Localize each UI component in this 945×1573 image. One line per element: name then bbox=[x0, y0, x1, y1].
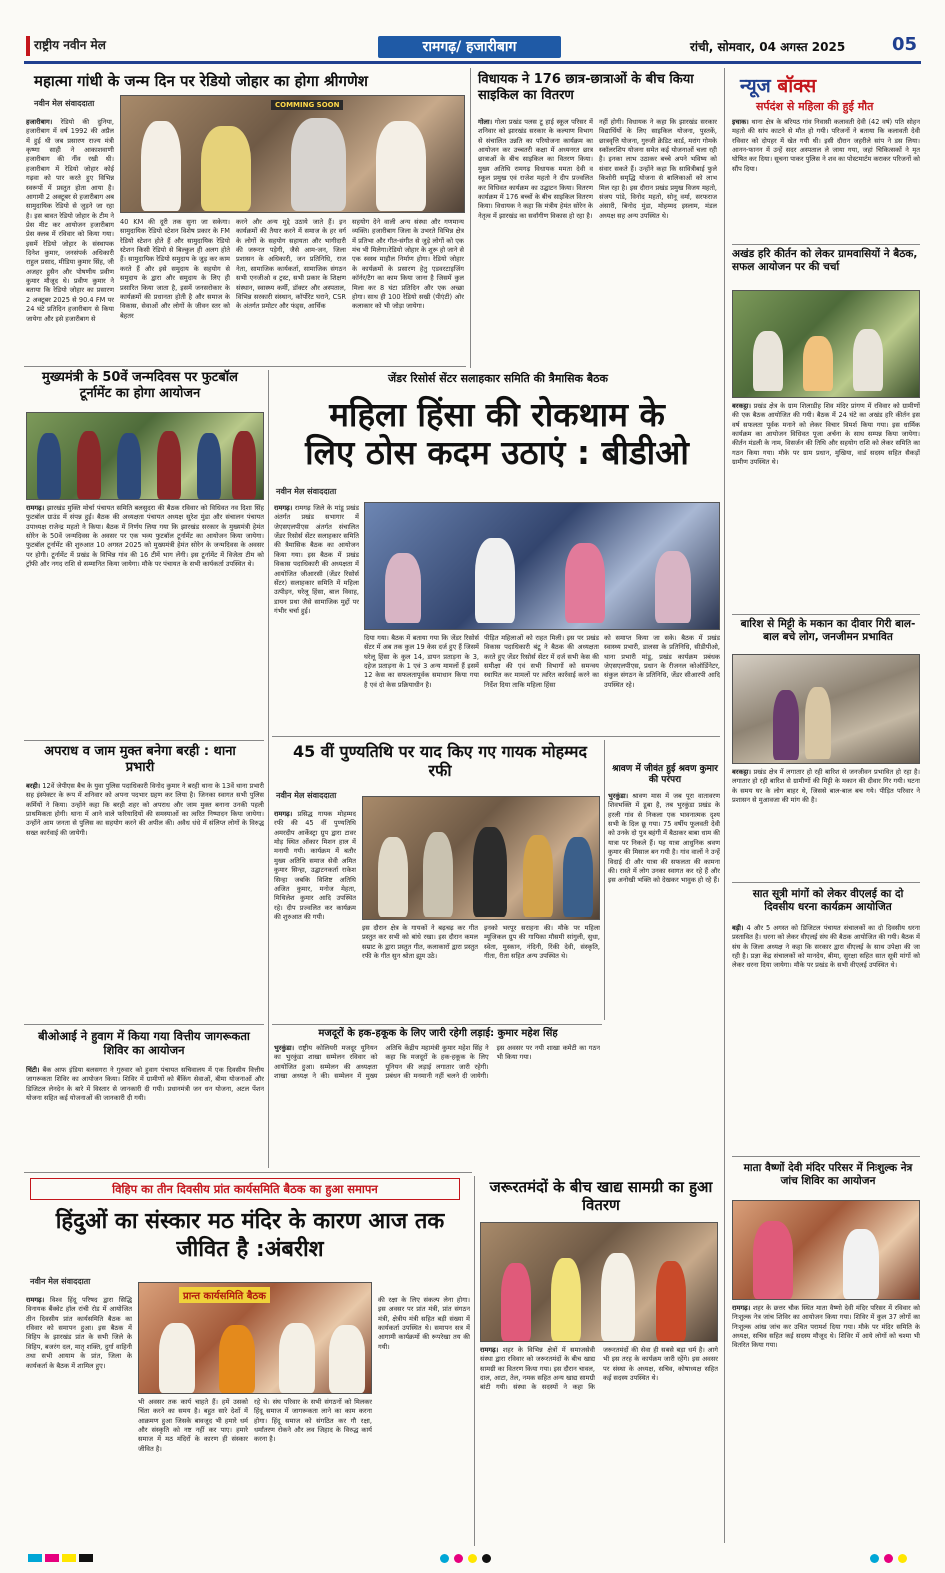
story6-body-b: इस दौरान क्षेत्र के गायकों ने बढ़चढ़ कर गीत प्रस्तुत कर सभी को बांधे रखा। इस दौरान कमल सम्राट के द्वारा प्रस्तुत गीत, कलाकारों द्वारा प्रस्तुत रफी के गीत सुन श्रोता झूम उठे। bbox=[362, 924, 478, 961]
story3-headline: मुख्यमंत्री के 50वें जन्मदिवस पर फुटबॉल टूर्नामेंट का होगा आयोजन bbox=[42, 370, 238, 401]
banner-label: प्रान्त कार्यसमिति बैठक bbox=[179, 1287, 270, 1303]
news3-headline: बारिश से मिट्टी के मकान का दीवार गिरी बाल-बाल बचे लोग, जनजीमन प्रभावित bbox=[740, 618, 916, 643]
story4-headline: अपराध व जाम मुक्त बनेगा बरही : थाना प्रभारी bbox=[44, 744, 236, 775]
story1-body-b: 40 KM की दूरी तक सुना जा सकेगा। सामुदायिक रेडियो स्टेशन विशेष प्रकार के FM रेडियो स्टेशन होते हैं और सामुदायिक रेडियो स्टेशन किसी रेडियो से बिल्कुल ही अलग होते हैं। सामुदायिक रेडियो समुदाय के जुड़ कर काम करते हैं और इसे समुदाय के सहयोग से समुदाय के द्वारा और समुदाय के लिए ही प्रसारित किया जाता है, इसमें जनसरोकार के कार्यक्रमों की प्रधानता होती है और समाज के विकास, सेवाओं और लोगों के जीवन स्तर को बेहतर bbox=[120, 218, 230, 320]
story6-byline: नवीन मेल संवाददाता bbox=[276, 791, 337, 800]
news3-body: बरकट्ठा। प्रखंड क्षेत्र में लगातार हो रही बारिश से जनजीवन प्रभावित हो रहा है। लगातार हो रही बारिश से ग्रामीणों की मिट्टी के मकान की दीवार गिर गयी। घटना के समय घर के लोग बाहर थे, जिससे बाल-बाल बच गये। पीड़ित परिवार ने प्रशासन से मुआवजा की मांग की है। bbox=[732, 768, 920, 805]
news2-headline: अखंड हरि कीर्तन को लेकर ग्रामवासियों ने बैठक, सफल आयोजन पर की चर्चा bbox=[732, 248, 918, 273]
news3-photo bbox=[732, 654, 920, 764]
lead-byline: नवीन मेल संवाददाता bbox=[276, 487, 337, 496]
dateline: रांची, सोमवार, 04 अगस्त 2025 bbox=[690, 40, 846, 54]
masthead-marker bbox=[26, 36, 30, 56]
lead-body-a: रामगढ़। रामगढ़ जिले के मांडू प्रखंड अंतर्गत प्रखंड सभागार में जेएसएलपीएस अंतर्गत संचालित जेंडर रिसोर्स सेंटर सलाहकार समिति की त्रैमासिक बैठक का आयोजन किया गया। इस बैठक में प्रखंड विकास पदाधिकारी की अध्यक्षता में आयोजित जीआरसी (जेंडर रिसोर्स सेंटर) सलाहकार समिति में महिला उत्पीड़न, घरेलू हिंसा, बाल विवाह, डायन प्रथा जैसे सामाजिक मुद्दों पर गंभीर चर्चा हुई। bbox=[274, 504, 359, 615]
story1-body-a: हजारीबाग। रेडियो की दुनिया, हजारीबाग में वर्ष 1992 की अप्रैल में हुई थी जब प्रसारण राज्य मंत्री कृष्णा साही ने आकाशवाणी हजारीबाग की नींव रखी थी।हजारीबाग में रेडियो जोहार कोई गढ़वा को पार करते हुए विभिन्न स्वरूपों में प्रस्तुत होता आया है। आगामी 2 अक्टूबर से हजारीबाग अब सामुदायिक रेडियो से जुड़ने जा रहा है। इस बावत रेडियो जोहार के टीम ने प्रेस मीट कर आयोजन हजारीबाग प्रेस क्लब में रविवार को किया गया। इसमें रेडियो जोहार के संस्थापक दिनेश कुमार, जनसंपर्क अधिकारी राहुल प्रसाद, मीडिया कुमार सिंह, जी अजहर हुसैन और पोषणीय प्रवीण कुमार मौजूद थे। प्रवीण कुमार ने बताया कि रेडियो जोहार का प्रसारण 2 अक्टूबर 2025 से 90.4 FM पर 24 घंटे प्रतिदिन हजारीबाग से किया जायेगा और इसे हजारीबाग से bbox=[26, 118, 114, 323]
news2-body: बरकट्ठा। प्रखंड क्षेत्र के ग्राम शिलाडीह शिव मंदिर प्रांगण में रविवार को ग्रामीणों की एक बैठक आयोजित की गयी। बैठक में 24 घंटे का अखंड हरि कीर्तन इस वर्ष सफलता पूर्वक मनाने को लेकर विचार विमर्श किया गया। इस धार्मिक कार्यक्रम का आयोजन विधिवत पूजा अर्चना के साथ सम्पन्न किया जायेगा। कीर्तन मंडली के नाम, विसर्जन की तिथि और सहयोग राशि को लेकर समिति का गठन किया गया। मौके पर ग्राम प्रधान, मुखिया, वार्ड सदस्य सहित सैकड़ों ग्रामीण उपस्थित थे। bbox=[732, 402, 920, 467]
lead-body-d: को समाप्त किया जा सके। बैठक में प्रखंड स्वास्थ्य प्रभारी, डालसा के प्रतिनिधि, सीडीपीओ, थाना प्रभारी मांडू, प्रखंड कार्यक्रम प्रबंधक जेएसएलपीएस, प्रधान के रीजनल कोऑर्डिनेटर, संकुल संगठन के प्रतिनिधि, जेंडर सीआरपी आदि उपस्थित रहे। bbox=[604, 634, 720, 689]
story6-headline: 45 वीं पुण्यतिथि पर याद किए गए गायक मोहम्मद रफी bbox=[293, 742, 587, 781]
story8-headline: मजदूरों के हक-हकूक के लिए जारी रहेगी लड़ाई: कुमार महेश सिंह bbox=[318, 1028, 558, 1039]
news2-photo bbox=[732, 290, 920, 398]
registration-dots bbox=[440, 1554, 491, 1563]
lead-photo bbox=[364, 502, 720, 630]
column-rule-left bbox=[268, 370, 269, 1168]
lead-headline: महिला हिंसा की रोकथाम के लिए ठोस कदम उठाएं : बीडीओ bbox=[305, 395, 689, 472]
column-rule bbox=[470, 68, 471, 368]
header-rule bbox=[24, 61, 921, 64]
registration-dots-right bbox=[870, 1554, 907, 1563]
story6-photo bbox=[362, 796, 600, 920]
story5-body: चिंटी। बैंक आफ इंडिया बलसगरा ने गुरुवार को हुवाग पंचायत सचिवालय में एक दिवसीय वित्तीय जागरूकता शिविर का आयोजन किया। शिविर में ग्रामीणों को बैंकिंग सेवाओं, बीमा योजनाओं और डिजिटल लेनदेन के बारे में विस्तार से जानकारी दी गयी। प्रधानमंत्री जन धन योजना, अटल पेंशन योजना सहित कई योजनाओं की जानकारी दी गयी। bbox=[26, 1066, 264, 1103]
paper-name: राष्ट्रीय नवीन मेल bbox=[34, 38, 106, 52]
news4-body: बड़ी। 4 और 5 अगस्त को डिजिटल पंचायत संचालकों का दो दिवसीय धरना प्रस्तावित है। धरना को लेकर वीएलई संघ की बैठक आयोजित की गयी। बैठक में संघ के जिला अध्यक्ष ने कहा कि सरकार द्वारा वीएलई के साथ उपेक्षा की जा रही है। प्रज्ञा केंद्र संचालकों को मानदेय, बीमा, सुरक्षा सहित सात सूत्री मांगों को लेकर धरना दिया जायेगा। मौके पर प्रखंड के सभी वीएलई उपस्थित थे। bbox=[732, 924, 920, 970]
story7-headline: श्रावण में जीवंत हुई श्रवण कुमार की परंपरा bbox=[612, 764, 718, 785]
news5-body: रामगढ़। शहर के छत्तर चौक स्थित माता वैष्णो देवी मंदिर परिसर में रविवार को निःशुल्क नेत्र जांच शिविर का आयोजन किया गया। शिविर में कुल 37 लोगों का निःशुल्क आंख जांच कर उचित परामर्श दिया गया। मौके पर मंदिर समिति के अध्यक्ष, सचिव सहित कई सदस्य मौजूद थे। शिविर में आये लोगों को चश्मा भी वितरित किया गया। bbox=[732, 1304, 920, 1350]
news1-headline: सर्पदंश से महिला की हुई मौत bbox=[756, 100, 874, 113]
story1-body-d: सहयोग देने वाली अन्य संस्था और गणमान्य व्यक्ति। हजारीबाग जिला के उभरते विभिन्न क्षेत्र में प्रतिभा और गीत-संगीत से जुड़े लोगों को एक मंच भी मिलेगा।रेडियो जोहार के शुरू हो जाने से एक स्वस्थ माहौल निर्माण होगा। रेडियो जोहार के कार्यक्रमों के प्रसारण हेतु एडवरटाइजिंग कॉर्नर/टैग का काम किया जाना है जिसमें कुल मिला कर 8 घंटा प्रतिदिन और एक अच्छा होगा। साथ ही 100 रेडियो सखी (पीएंटी) ओर कलाकार को भी जोड़ा जायेगा। bbox=[352, 218, 464, 311]
story2-body-a: गोला। गोला प्रखंड पलस टू हाई स्कूल परिसर में शनिवार को झारखंड सरकार के कल्याण विभाग से संचालित उन्नति का परियोजना कार्यक्रम का आयोजन कर उच्चतरी कक्षा में अध्यनरत छात्र छात्राओं के बीच साइकिल का वितरण किया। मुख्य अतिथि रामगढ़ विधायक ममता देवी व स्कूल प्रमुख एवं राजेश महतो ने दीप प्रज्वलित कर विधिवत कार्यक्रम का उद्घाटन किया। वितरण कार्यक्रम में 176 बच्चों के बीच साइकिल वितरण किया। विधायक ने कहा कि मंत्रीय हेमंत सोरेन के नेतृत्व में झारखंड का सर्वांगीण विकास हो रहा है। bbox=[478, 118, 593, 220]
story5-headline: बीओआई ने हुवाग में किया गया वित्तीय जागरूकता शिविर का आयोजन bbox=[38, 1029, 250, 1057]
story9-body-b: भी अवसर तक कार्य चाहते हैं। हमें उसको चिंता करने का समय है। बहुत सारे देशों में आक्रमण हुआ जिसके बावजूद भी हमारे धर्म और संस्कृति को नष्ट नहीं कर पाए। हमारे समाज में मठ मंदिरों के कारण ही संस्कार जीवित है। bbox=[138, 1398, 248, 1453]
story9-body-a: रामगढ़। विश्व हिंदू परिषद द्वारा सिद्धि विनायक बैंक्वेट हॉल रांची रोड में आयोजित तीन दिवसीय प्रांत कार्यसमिति बैठक का रविवार को समापन हुआ। इस बैठक में विहिप के झारखंड प्रांत के सभी जिले के विहिप, बजरंग दल, मातृ शक्ति, दुर्गा वाहिनी तथा सभी आयाम के प्रांत, जिला के कार्यकर्ता के बैठक में शामिल हुए। bbox=[26, 1296, 132, 1370]
column-rule-right bbox=[724, 68, 725, 1543]
story6-body-c: इनको भरपूर सराहना की। मौके पर महिला म्यूजिकल ग्रुप की गायिका मौसमी सांगुली, सुधा, स्वेता, मुस्कान, नंदिनी, रिंकी देवी, संस्कृति, गीता, रीता सहित अन्य उपस्थित थे। bbox=[484, 924, 600, 961]
color-bars bbox=[28, 1554, 93, 1562]
story9-byline: नवीन मेल संवाददाता bbox=[30, 1277, 91, 1286]
story3-photo bbox=[26, 412, 264, 500]
news1-body: इचाक। थाना क्षेत्र के बरियठ गांव निवासी कलावती देवी (42 वर्ष) पति सोहन महतो की सांप काटने से मौत हो गयी। परिजनों ने बताया कि कलावती देवी रविवार को दोपहर में खेत गयी थी। इसी दौरान जहरीले सांप ने डस लिया। आनन-फानन में उन्हें सदर अस्पताल ले जाया गया, जहां चिकित्सकों ने मृत घोषित कर दिया। सूचना पाकर पुलिस ने शव का पोस्टमार्टम कराकर परिजनों को सौंप दिया। bbox=[732, 118, 920, 173]
lead-body-b: दिया गया। बैठक में बताया गया कि जेंडर रिसोर्स सेंटर में अब तक कुल 19 केस दर्ज हुए हैं जिसमें घरेलू हिंसा के कुल 14, डायन प्रताड़ना के 3, दहेज प्रताड़ना के 1 एवं 3 अन्य मामलों हैं इसमें 12 केस का सफलतापूर्वक समाधान किया गया है एवं दो केस प्रक्रियाधीन है। bbox=[364, 634, 479, 689]
story9-body-d: की रक्षा के लिए संकल्प लेना होगा। इस अवसर पर प्रांत मंत्री, प्रांत संगठन मंत्री, क्षेत्रीय मंत्री सहित बड़ी संख्या में कार्यकर्ता उपस्थित थे। समापन सत्र में आगामी कार्यक्रमों की रूपरेखा तय की गयी। bbox=[378, 1296, 470, 1351]
story9-photo bbox=[138, 1282, 372, 1394]
story1-byline: नवीन मेल संवाददाता bbox=[34, 99, 95, 108]
story6-body-a: रामगढ़। प्रसिद्ध गायक मोहम्मद रफी की 45 वीं पुण्यतिथि अमरदीप आर्केस्ट्रा ग्रुप द्वारा टावर मोड़ स्थित ओंकार मिशन हाल में मनायी गयी। कार्यक्रम में बतौर मुख्य अतिथि समाज सेवी अमित कुमार सिन्हा, उद्घाटनकर्ता राकेश सिन्हा जबकि विशिष्ट अतिथि अजित कुमार, मनोज मेहता, मिथिलेश कुमार आदि उपस्थित रहे। दीप प्रज्वलित कर कार्यक्रम की शुरुआत की गयी। bbox=[274, 810, 356, 921]
story10-body: रामगढ़। शहर के विभिन्न क्षेत्रों में समाजसेवी संस्था द्वारा रविवार को जरूरतमंदों के बीच खाद्य सामग्री का वितरण किया गया। इस दौरान चावल, दाल, आटा, तेल, नमक सहित अन्य खाद्य सामग्री बांटी गयी। संस्था के सदस्यों ने कहा कि जरूरतमंदों की सेवा ही सबसे बड़ा धर्म है। आगे भी इस तरह के कार्यक्रम जारी रहेंगे। इस अवसर पर संस्था के अध्यक्ष, सचिव, कोषाध्यक्ष सहित कई सदस्य उपस्थित थे। bbox=[480, 1346, 718, 1392]
lead-kicker: जेंडर रिसोर्स सेंटर सलाहकार समिति की त्रैमासिक बैठक bbox=[388, 372, 608, 385]
news-box-title: न्यूज बॉक्स bbox=[740, 75, 817, 97]
lead-body-c: पीड़ित महिलाओं को राहत मिली। इस पर प्रखंड विकास पदाधिकारी बंटू ने बैठक की अध्यक्षता करते हुए जेंडर रिसोर्स सेंटर में दर्ज सभी केस की समीक्षा की एवं सभी विभागों को समन्वय स्थापित कर मामलों पर त्वरित कार्रवाई करने का निर्देश दिया ताकि महिला हिंसा bbox=[484, 634, 599, 689]
story1-body-c: करने और अन्य मुद्दे उठाये जाते हैं। इन कार्यक्रमों की तैयार करने में समाज के हर वर्ग के लोगों के सहयोग सहायता और भागीदारी की जरूरत पड़ेगी, जैसे आम-जन, जिला प्रशासन के अधिकारी, जन प्रतिनिधि, राज नेता, सामाजिक कार्यकर्ता, सामाजिक संगठन सभी एनजीओ व ट्रस्ट, सभी प्रकार के शिक्षण संस्थान, स्वास्थ्य कर्मी, डॉक्टर और अस्पताल, विभिन्न सरकारी संस्थान, कॉर्पोरेट घराने, CSR के अंतर्गत प्रमोटर और फंड्स, आर्थिक bbox=[236, 218, 346, 311]
section-title: रामगढ़/ हजारीबाग bbox=[378, 36, 561, 58]
story10-headline: जरूरतमंदों के बीच खाद्य सामग्री का हुआ वितरण bbox=[489, 1178, 713, 1214]
story9-kicker: विहिप का तीन दिवसीय प्रांत कार्यसमिति बैठक का हुआ समापन bbox=[30, 1178, 460, 1200]
story3-body: रामगढ़। झारखंड मुक्ति मोर्चा पंचायत समिति बलसुदरा की बैठक रविवार को विधिवत नव दिशा सिंह फुटबॉल ग्राउंड में संपन्न हुई। बैठक की अध्यक्षता पंचायत अध्यक्ष सुरेश मुंडा और संचालन पंचायत उपाध्यक्ष राजेन्द्र महतो ने किया। बैठक में निर्णय लिया गया कि झारखंड सरकार के मुख्यमंत्री हेमंत सोरेन के 50वें जन्मदिवस के अवसर पर एक भव्य फुटबॉल टूर्नामेंट का आयोजन किया जायेगा। फुटबॉल टूर्नामेंट की शुरुआत 10 अगस्त 2025 को मुख्यमंत्री हेमंत सोरेन के जन्मदिवस के अवसर पर होगी। टूर्नामेंट में प्रखंड के विभिन्न गांव की 16 टीमें भाग लेंगी। इस टूर्नामेंट में विजेता टीम को ट्रॉफी और नगद राशि से सम्मानित किया जायेगा। मौके पर पंचायत के सभी कार्यकर्ता उपस्थित थे। bbox=[26, 504, 264, 569]
story9-headline: हिंदुओं का संस्कार मठ मंदिर के कारण आज तक जीवित है :अंबरीश bbox=[55, 1209, 445, 1262]
story2-body-b: नहीं होगी। विधायक ने कहा कि झारखंड सरकार विद्यार्थियों के लिए साइकिल योजना, पुस्तकें, छात्रवृत्ति योजना, गुरुजी क्रेडिट कार्ड, मरांग गोमके स्कॉलरशिप योजना समेत कई योजनाओं चला रही है। इनका लाभ उठाकर बच्चे अपने भविष्य को संवार सकते हैं। उन्होंने कहा कि सावित्रीबाई फुले किशोरी समृद्धि योजना से बालिकाओं को लाभ मिल रहा है। इस दौरान प्रखंड प्रमुख विजय महतो, संजय पांडे, विनोद महतो, सोनू वर्मा, सरफराज अंसारी, बिनोद मुंडा, मोहम्मद इस्लाम, मंडल अध्यक्ष सह अन्य उपस्थित थे। bbox=[599, 118, 717, 220]
page-number: 05 bbox=[892, 34, 918, 55]
story4-body: बरही। 12वें जेपीएस बैच के युवा पुलिस पदाधिकारी विनोद कुमार ने बरही थाना के 13वें थाना प्रभारी सह इंस्पेक्टर के रूप में शनिवार को अपना पदभार ग्रहण कर लिया है। जिनका स्वागत सभी पुलिस कर्मियों ने किया। उन्होंने कहा कि बरही शहर को अपराध और जाम मुक्त बनाना उनकी पहली प्राथमिकता होगी। थाना में आने वाले फरियादियों की समस्याओं का त्वरित निष्पादन किया जायेगा। उन्होंने आम जनता से पुलिस का सहयोग करने की अपील की। अवैध धंधे में संलिप्त लोगों के विरुद्ध सख्त कार्रवाई की जायेगी। bbox=[26, 782, 264, 837]
news5-headline: माता वैष्णों देवी मंदिर परिसर में निःशुल्क नेत्र जांच शिविर का आयोजन bbox=[743, 1162, 913, 1187]
story7-body: भुरकुंडा। श्रावण मास में जब पूरा वातावरण शिवभक्ति में डूबा है, तब भुरकुंडा प्रखंड के हरली गांव से निकला एक भावनात्मक दृश्य सभी के दिल छू गया। 75 वर्षीय फूलवती देवी को उनके दो पुत्र बहंगी में बैठाकर बाबा धाम की यात्रा पर निकले हैं। यह यात्रा आधुनिक श्रवण कुमार की मिसाल बन गयी है। गांव वालों ने उन्हें विदाई दी और यात्रा की सफलता की कामना की। रास्ते में लोग उनका स्वागत कर रहे हैं और इस अनोखी भक्ति को देखकर भावुक हो रहे हैं। bbox=[608, 792, 720, 885]
story10-photo bbox=[480, 1222, 718, 1342]
news4-headline: सात सूत्री मांगों को लेकर वीएलई का दो दिवसीय धरना कार्यक्रम आयोजित bbox=[752, 888, 904, 913]
story8-body: भुरकुंडा। राष्ट्रीय कोलियरी मजदूर यूनियन का भुरकुंडा शाखा सम्मेलन रविवार को आयोजित हुआ। सम्मेलन की अध्यक्षता शाखा अध्यक्ष ने की। सम्मेलन में मुख्य अतिथि केंद्रीय महामंत्री कुमार महेश सिंह ने कहा कि मजदूरों के हक-हकूक के लिए यूनियन की लड़ाई लगातार जारी रहेगी। प्रबंधन की मनमानी नहीं चलने दी जायेगी। इस अवसर पर नयी शाखा कमेटी का गठन भी किया गया। bbox=[274, 1044, 600, 1081]
story2-headline: विधायक ने 176 छात्र-छात्राओं के बीच किया साइकिल का वितरण bbox=[478, 72, 694, 103]
story1-headline: महात्मा गांधी के जन्म दिन पर रेडियो जोहार का होगा श्रीगणेश bbox=[34, 72, 368, 90]
news5-photo bbox=[732, 1200, 920, 1300]
story1-photo bbox=[120, 95, 465, 213]
photo-caption-label: COMMING SOON bbox=[271, 100, 343, 110]
story9-body-c: रहे थे। संघ परिवार के सभी संगठनों को मिलकर हिंदू समाज में जागरूकता लाने का काम करना होगा। हिंदू समाज को संगठित कर गौ रक्षा, धर्मांतरण रोकने और लव जिहाद के विरुद्ध कार्य करना है। bbox=[254, 1398, 372, 1444]
